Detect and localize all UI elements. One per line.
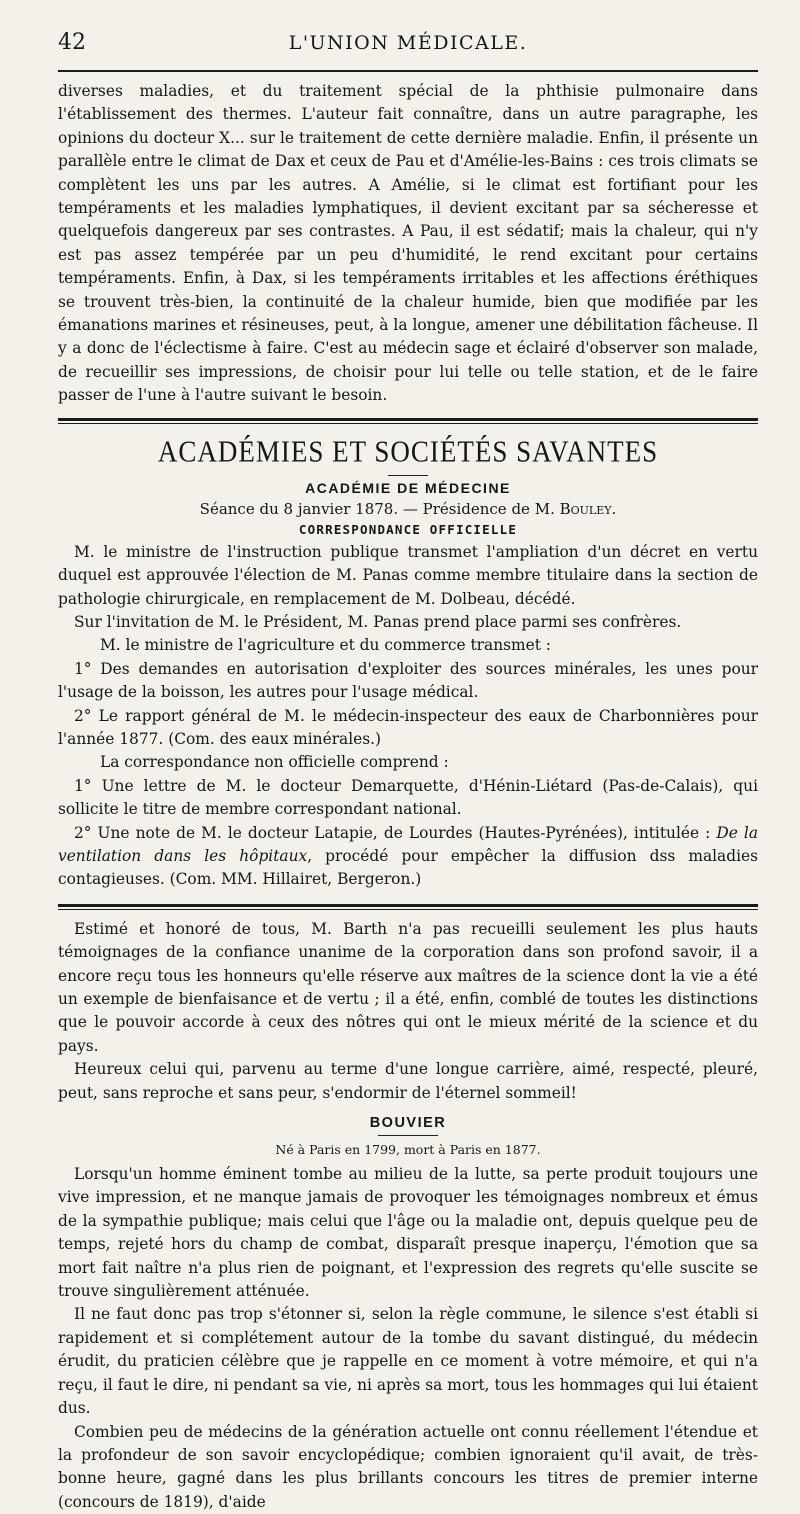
intro-paragraph: diverses maladies, et du traitement spécial de la phthisie pulmonaire dans l'établissement des thermes. L'auteur fait connaître, dans un autre paragraphe, les opinions du docteur X... sur le traitement de cette dernière maladie. Enfin, il présente un parallèle entre le climat de Dax et ceux de Pau et d'Amélie-les-Bains : ces trois climats se complètent les uns par les autres. A Amélie, si le climat est fortifiant pour les tempéraments et les maladies lymphatiques, il devient excitant par sa sécheresse et quelquefois dangereux par ses contrastes. A Pau, il est sédatif; mais la chaleur, qui n'y est pas assez tempérée par un peu d'humidité, le rend excitant pour certains tempéraments. Enfin, à Dax, si les tempéraments irritables et les affections éréthiques se trouvent très-bien, la continuité de la chaleur humide, bien que modifiée par les émanations marines et résineuses, peut, à la longue, amener une débilitation fâcheuse. Il y a donc de l'éclectisme à faire. C'est au médecin sage et éclairé d'observer son malade, de recueillir ses impressions, de choisir pour lui telle ou telle station, et de le faire passer de l'une à l'autre suivant le besoin. — [58, 80, 758, 408]
section-divider — [58, 904, 758, 910]
bouvier-paragraph: Lorsqu'un homme éminent tombe au milieu de la lutte, sa perte produit toujours une vive impression, et ne manque jamais de provoquer les témoignages nombreux et émus de la sympathie publique; mais celui que l'âge ou la maladie ont, depuis quelque peu de temps, rejeté hors du champ de combat, disparaît presque inaperçu, l'émotion que sa mort fait naître n'a plus rien de poignant, et l'expression des regrets qu'elle suscite se trouve singulièrement atténuée. — [58, 1163, 758, 1303]
barth-paragraph: Estimé et honoré de tous, M. Barth n'a pas recueilli seulement les plus hauts témoignages de la confiance unanime de la corporation dans son profond savoir, il a encore reçu tous les honneurs qu'elle réserve aux maîtres de la science dont la vie a été un exemple de bienfaisance et de vertu ; il a été, enfin, comblé de toutes les distinctions que le pouvoir accorde à ceux des nôtres qui ont le mieux mérité de la science et du pays. — [58, 918, 758, 1058]
section-title: ACADÉMIES ET SOCIÉTÉS SAVANTES — [58, 433, 758, 469]
section-divider — [58, 418, 758, 424]
academy-paragraph-latapie — [58, 822, 758, 892]
academy-paragraph: Sur l'invitation de M. le Président, M. Panas prend place parmi ses confrères. — [58, 611, 758, 634]
running-head — [58, 30, 758, 58]
bouvier-dates: Né à Paris en 1799, mort à Paris en 1877. — [58, 1142, 758, 1157]
academy-paragraph: 2° Le rapport général de M. le médecin-inspecteur des eaux de Charbonnières pour l'année 1877. (Com. des eaux minérales.) — [58, 705, 758, 752]
seance-text: Séance du 8 janvier 1878. — Présidence de M. — [200, 500, 555, 518]
title-ornament — [388, 475, 428, 476]
latapie-title: De la ventilation dans les hôpitaux — [58, 824, 758, 865]
academy-paragraph: 1° Des demandes en autorisation d'exploiter des sources minérales, les unes pour l'usage de la boisson, les autres pour l'usage médical. — [58, 658, 758, 705]
bouvier-paragraph: Il ne faut donc pas trop s'étonner si, selon la règle commune, le silence s'est établi si rapidement et si complétement autour de la tombe du savant distingué, du médecin érudit, du praticien célèbre que je rappelle en ce moment à votre mémoire, et qui n'a reçu, il faut le dire, ni pendant sa vie, ni après sa mort, tous les hommages qui lui étaient dus. — [58, 1303, 758, 1420]
academy-paragraph: M. le ministre de l'agriculture et du commerce transmet : — [58, 634, 758, 657]
bouvier-paragraph: Combien peu de médecins de la génération actuelle ont connu réellement l'étendue et la profondeur de son savoir encyclopédique; combien ignoraient qu'il avait, de très-bonne heure, gagné dans les plus brillants concours les titres de premier interne (concours de 1819), d'aide — [58, 1421, 758, 1514]
barth-paragraph: Heureux celui qui, parvenu au terme d'une longue carrière, aimé, respecté, pleuré, peut, sans reproche et sans peur, s'endormir de l'éternel sommeil! — [58, 1058, 758, 1105]
president-name: Bouley. — [560, 500, 617, 518]
page-number: 42 — [58, 30, 86, 55]
latapie-text: 2° Une note de M. le docteur Latapie, de Lourdes (Hautes-Pyrénées), intitulée : — [74, 824, 716, 842]
journal-title: L'UNION MÉDICALE. — [58, 32, 758, 54]
header-rule — [58, 70, 758, 72]
seance-line — [58, 500, 758, 518]
correspondance-heading: CORRESPONDANCE OFFICIELLE — [58, 522, 758, 537]
latapie-text-end: , procédé pour empêcher la diffusion dss maladies contagieuses. (Com. MM. Hillairet, Bergeron.) — [58, 847, 758, 888]
bouvier-heading: BOUVIER — [58, 1115, 758, 1131]
academy-paragraph: 1° Une lettre de M. le docteur Demarquette, d'Hénin-Liétard (Pas-de-Calais), qui sollicite le titre de membre correspondant national. — [58, 775, 758, 822]
academy-paragraph: La correspondance non officielle comprend : — [58, 751, 758, 774]
academy-subtitle: ACADÉMIE DE MÉDECINE — [58, 480, 758, 496]
name-rule — [378, 1135, 438, 1136]
academy-paragraph: M. le ministre de l'instruction publique transmet l'ampliation d'un décret en vertu duquel est approuvée l'élection de M. Panas comme membre titulaire dans la section de pathologie chirurgicale, en remplacement de M. Dolbeau, décédé. — [58, 541, 758, 611]
